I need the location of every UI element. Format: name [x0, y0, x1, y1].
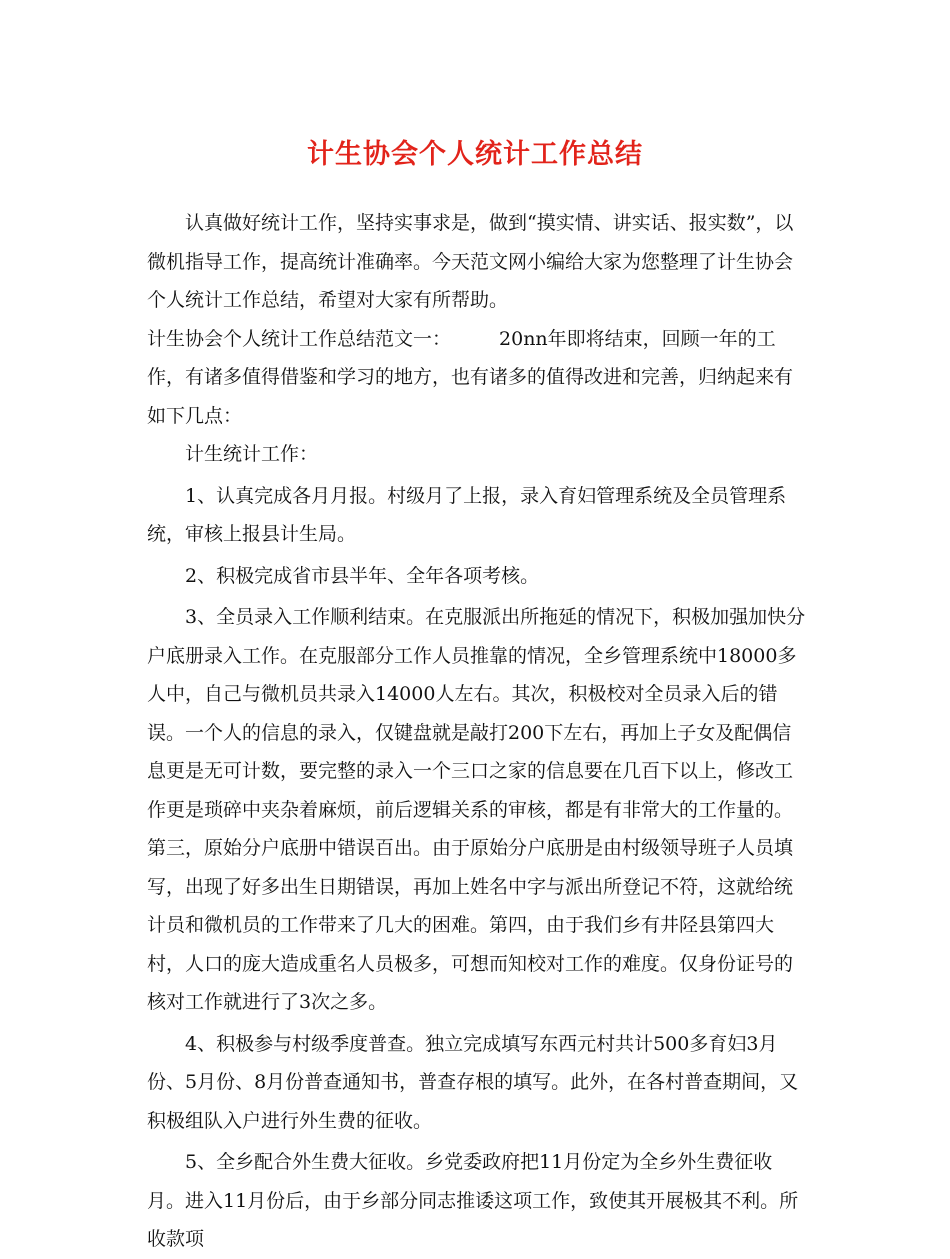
sample-paragraph — [147, 320, 807, 436]
list-item: 5、全乡配合外生费大征收。乡党委政府把11月份定为全乡外生费征收月。进入11月份后，由于乡部分同志推诿这项工作，致使其开展极其不利。所收款项 — [147, 1151, 799, 1250]
document-title: 计生协会个人统计工作总结 — [307, 139, 643, 170]
sample-heading: 计生协会个人统计工作总结范文一： — [147, 327, 452, 350]
sample-opening: 20nn年即将结束，回顾一年的工作，有诸多值得借鉴和学习的地方，也有诸多的值得改进和完善，归纳起来有如下几点： — [147, 327, 794, 427]
list-item: 3、全员录入工作顺利结束。在克服派出所拖延的情况下，积极加强加快分户底册录入工作。在克服部分工作人员推靠的情况，全乡管理系统中18000多人中，自己与微机员共录入14000人左右。其次，积极校对全员录入后的错误。一个人的信息的录入，仅键盘就是敲打200下左右，再加上子女及配偶信息更是无可计数，要完整的录入一个三口之家的信息要在几百下以上，修改工作更是琐碎中夹杂着麻烦，前后逻辑关系的审核，都是有非常大的工作量的。第三，原始分户底册中错误百出。由于原始分户底册是由村级领导班子人员填写，出现了好多出生日期错误，再加上姓名中字与派出所登记不符，这就给统计员和微机员的工作带来了几大的困难。第四，由于我们乡有井陉县第四大村，人口的庞大造成重名人员极多，可想而知校对工作的难度。仅身份证号的核对工作就进行了3次之多。 — [147, 606, 806, 1013]
document-body — [147, 204, 807, 1259]
list-item: 2、积极完成省市县半年、全年各项考核。 — [185, 564, 540, 587]
intro-paragraph: 认真做好统计工作，坚持实事求是，做到“摸实情、讲实话、报实数”，以微机指导工作，提高统计准确率。今天范文网小编给大家为您整理了计生协会个人统计工作总结，希望对大家有所帮助。 — [147, 212, 794, 311]
list-item: 1、认真完成各月月报。村级月了上报，录入育妇管理系统及全员管理系统，审核上报县计生局。 — [147, 484, 787, 545]
list-item: 4、积极参与村级季度普查。独立完成填写东西元村共计500多育妇3月份、5月份、8月份普查通知书，普查存根的填写。此外，在各村普查期间，又积极组队入户进行外生费的征收。 — [147, 1032, 799, 1132]
section-heading: 计生统计工作： — [185, 443, 319, 465]
